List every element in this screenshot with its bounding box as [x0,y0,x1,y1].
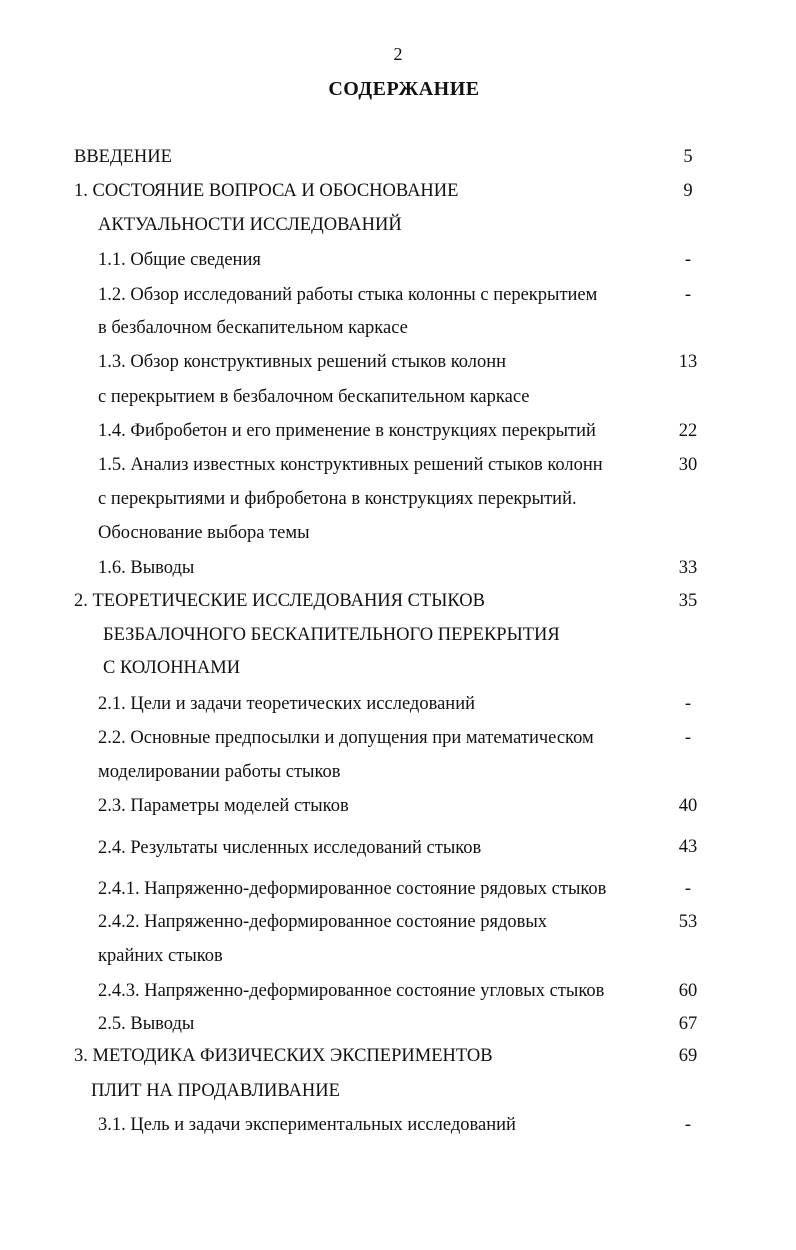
toc-entry-chapter-3: 3. МЕТОДИКА ФИЗИЧЕСКИХ ЭКСПЕРИМЕНТОВ [74,1046,493,1066]
toc-page-chapter-3: 69 [678,1046,698,1066]
toc-page-2-4-2: 53 [678,912,698,932]
toc-entry-1-6: 1.6. Выводы [98,558,195,578]
toc-page-chapter-2: 35 [678,591,698,611]
toc-entry-1-3-cont: с перекрытием в безбалочном бескапительном каркасе [98,387,530,407]
toc-page-2-2: - [684,728,692,748]
toc-entry-2-4-2-cont: крайних стыков [98,946,223,966]
toc-entry-2-4-3: 2.4.3. Напряженно-деформированное состояние угловых стыков [98,981,605,1001]
toc-entry-2-5: 2.5. Выводы [98,1014,195,1034]
toc-page-1-1: - [684,250,692,270]
toc-page-introduction: 5 [683,147,693,167]
toc-entry-1-5: 1.5. Анализ известных конструктивных решений стыков колонн [98,455,603,475]
toc-page-3-1: - [684,1115,692,1135]
toc-page-1-2: - [684,285,692,305]
toc-entry-2-4-2: 2.4.2. Напряженно-деформированное состояние рядовых [98,912,548,932]
toc-page-chapter-1: 9 [683,181,693,201]
toc-page-2-1: - [684,694,692,714]
toc-entry-2-3: 2.3. Параметры моделей стыков [98,796,349,816]
toc-page-2-4-3: 60 [678,981,698,1001]
toc-entry-1-2-cont: в безбалочном бескапительном каркасе [98,318,408,338]
toc-entry-1-5-cont: с перекрытиями и фибробетона в конструкциях перекрытий. [98,489,577,509]
toc-page-2-4-1: - [684,879,692,899]
toc-entry-2-2-cont: моделировании работы стыков [98,762,341,782]
toc-entry-2-4: 2.4. Результаты численных исследований стыков [98,838,482,858]
toc-page-2-5: 67 [678,1014,698,1034]
toc-page-2-3: 40 [678,796,698,816]
toc-entry-1-3: 1.3. Обзор конструктивных решений стыков колонн [98,352,507,372]
toc-entry-2-4-1: 2.4.1. Напряженно-деформированное состояние рядовых стыков [98,879,607,899]
toc-page-2-4: 43 [678,837,698,857]
toc-entry-3-1: 3.1. Цель и задачи экспериментальных исследований [98,1115,516,1135]
toc-entry-1-4: 1.4. Фибробетон и его применение в конструкциях перекрытий [98,421,596,441]
toc-entry-1-5-cont2: Обоснование выбора темы [98,523,310,543]
toc-entry-chapter-1: 1. СОСТОЯНИЕ ВОПРОСА И ОБОСНОВАНИЕ [74,181,459,201]
toc-entry-1-1: 1.1. Общие сведения [98,250,261,270]
toc-entry-chapter-2-cont: БЕЗБАЛОЧНОГО БЕСКАПИТЕЛЬНОГО ПЕРЕКРЫТИЯ [103,625,560,645]
toc-page-1-6: 33 [678,558,698,578]
toc-entry-introduction: ВВЕДЕНИЕ [74,147,172,167]
toc-entry-chapter-2: 2. ТЕОРЕТИЧЕСКИЕ ИССЛЕДОВАНИЯ СТЫКОВ [74,591,485,611]
toc-page-1-3: 13 [678,352,698,372]
toc-entry-chapter-3-cont: ПЛИТ НА ПРОДАВЛИВАНИЕ [91,1081,340,1101]
toc-entry-1-2: 1.2. Обзор исследований работы стыка колонны с перекрытием [98,285,598,305]
toc-entry-chapter-2-cont2: С КОЛОННАМИ [103,658,241,678]
toc-entry-2-1: 2.1. Цели и задачи теоретических исследований [98,694,475,714]
page-number: 2 [393,44,403,64]
toc-entry-chapter-1-cont: АКТУАЛЬНОСТИ ИССЛЕДОВАНИЙ [98,215,402,235]
toc-page-1-4: 22 [678,421,698,441]
toc-title: СОДЕРЖАНИЕ [328,78,480,100]
toc-entry-2-2: 2.2. Основные предпосылки и допущения при математическом [98,728,594,748]
toc-page-1-5: 30 [678,455,698,475]
